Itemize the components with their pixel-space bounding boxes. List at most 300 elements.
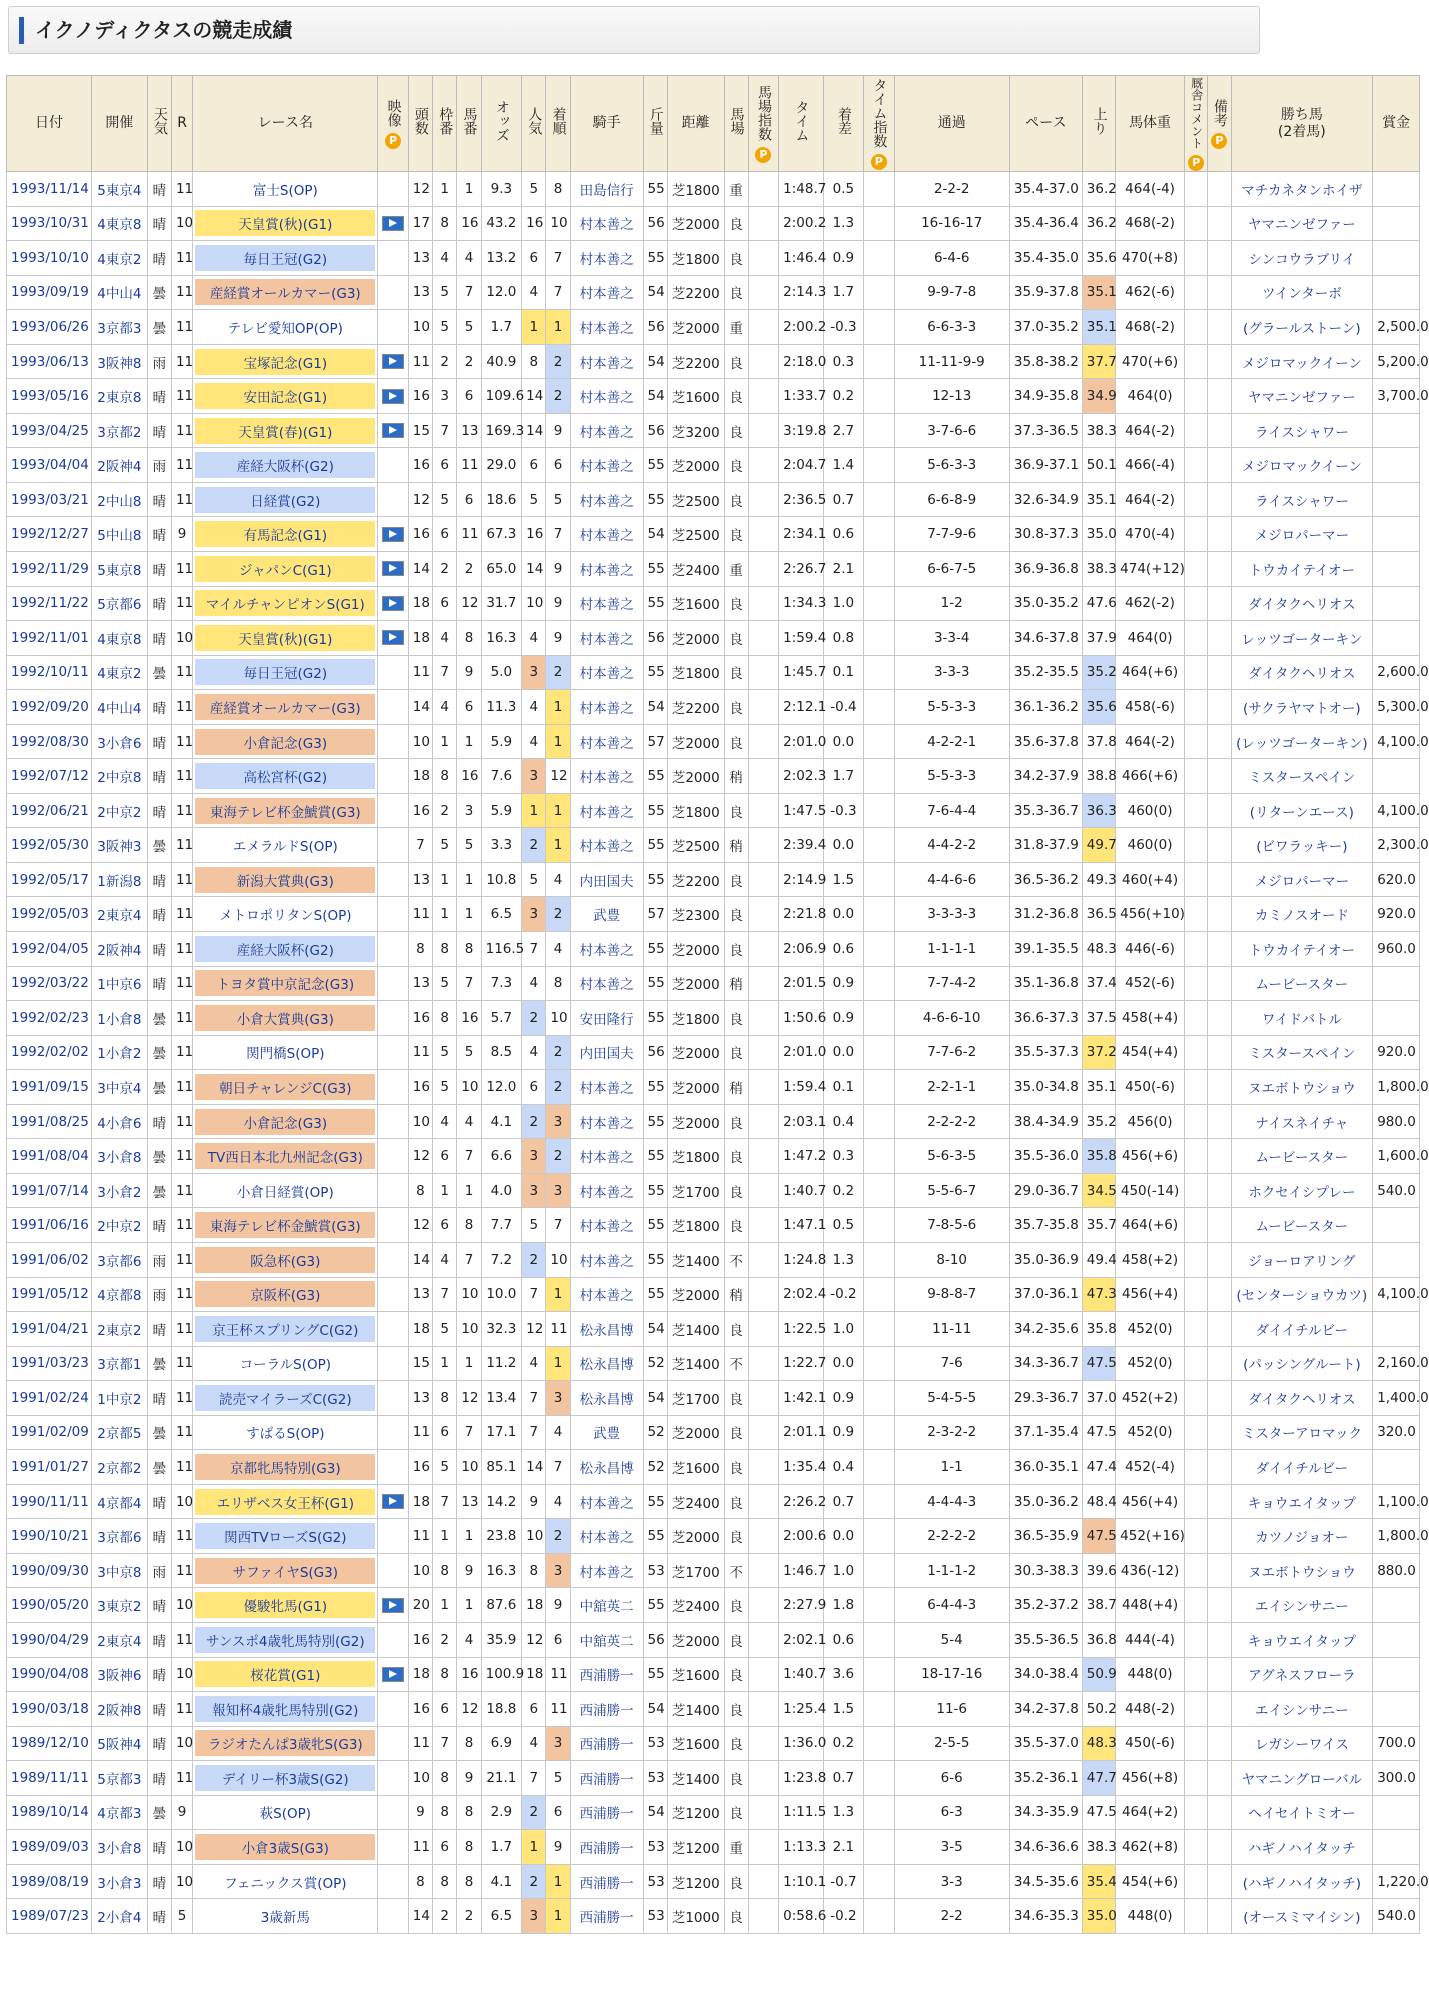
race-name-label[interactable]: トヨタ賞中京記念(G3) <box>195 970 375 996</box>
venue-link[interactable]: 3中京4 <box>92 1070 148 1105</box>
jockey-link[interactable]: 村本善之 <box>570 655 643 690</box>
race-name-link[interactable] <box>193 552 378 587</box>
race-name-label[interactable]: フェニックス賞(OP) <box>224 1875 347 1892</box>
race-date-link[interactable]: 1991/02/09 <box>7 1415 92 1450</box>
venue-link[interactable]: 3京都2 <box>92 413 148 448</box>
race-name-link[interactable] <box>193 1864 378 1899</box>
race-date-link[interactable]: 1993/04/25 <box>7 413 92 448</box>
race-name-label[interactable]: サンスポ4歳牝馬特別(G2) <box>195 1627 375 1653</box>
race-name-label[interactable]: 小倉大賞典(G3) <box>195 1005 375 1031</box>
jockey-link[interactable]: 西浦勝一 <box>570 1899 643 1934</box>
jockey-link[interactable]: 村本善之 <box>570 724 643 759</box>
race-date-link[interactable]: 1992/06/21 <box>7 793 92 828</box>
race-name-link[interactable] <box>193 932 378 967</box>
winner-link[interactable]: マチカネタンホイザ <box>1231 172 1373 207</box>
race-name-link[interactable] <box>193 1070 378 1105</box>
venue-link[interactable]: 4京都4 <box>92 1484 148 1519</box>
winner-link[interactable]: シンコウラブリイ <box>1231 241 1373 276</box>
venue-link[interactable]: 4東京8 <box>92 206 148 241</box>
winner-link[interactable]: ミスタースペイン <box>1231 759 1373 794</box>
winner-link[interactable]: ムービースター <box>1231 966 1373 1001</box>
jockey-link[interactable]: 村本善之 <box>570 482 643 517</box>
video-cell[interactable] <box>378 1657 408 1692</box>
video-cell[interactable] <box>378 379 408 414</box>
winner-link[interactable]: トウカイテイオー <box>1231 932 1373 967</box>
race-name-label[interactable]: 朝日チャレンジC(G3) <box>195 1074 375 1100</box>
race-name-label[interactable]: 富士S(OP) <box>252 182 318 199</box>
venue-link[interactable]: 5中山8 <box>92 517 148 552</box>
winner-link[interactable]: メジロパーマー <box>1231 517 1373 552</box>
race-date-link[interactable]: 1990/11/11 <box>7 1484 92 1519</box>
winner-link[interactable]: キョウエイタップ <box>1231 1622 1373 1657</box>
race-date-link[interactable]: 1989/12/10 <box>7 1726 92 1761</box>
race-name-link[interactable] <box>193 1312 378 1347</box>
winner-link[interactable]: キョウエイタップ <box>1231 1484 1373 1519</box>
race-name-label[interactable]: 宝塚記念(G1) <box>195 349 375 375</box>
race-name-label[interactable]: 小倉日経賞(OP) <box>236 1184 334 1201</box>
race-name-label[interactable]: 読売マイラーズC(G2) <box>195 1385 375 1411</box>
race-name-link[interactable] <box>193 1346 378 1381</box>
race-date-link[interactable]: 1993/03/21 <box>7 482 92 517</box>
race-name-label[interactable]: 毎日王冠(G2) <box>195 659 375 685</box>
race-date-link[interactable]: 1991/07/14 <box>7 1173 92 1208</box>
race-name-link[interactable] <box>193 828 378 863</box>
race-name-label[interactable]: 新潟大賞典(G3) <box>195 867 375 893</box>
winner-link[interactable]: ホクセイシプレー <box>1231 1173 1373 1208</box>
winner-link[interactable]: エイシンサニー <box>1231 1692 1373 1727</box>
jockey-link[interactable]: 西浦勝一 <box>570 1657 643 1692</box>
video-cell[interactable] <box>378 206 408 241</box>
race-date-link[interactable]: 1993/06/26 <box>7 310 92 345</box>
jockey-link[interactable]: 村本善之 <box>570 413 643 448</box>
header-time-index[interactable]: タイム指数 P <box>864 76 894 172</box>
race-name-label[interactable]: 東海テレビ杯金鯱賞(G3) <box>195 1212 375 1238</box>
venue-link[interactable]: 3小倉3 <box>92 1864 148 1899</box>
jockey-link[interactable]: 村本善之 <box>570 586 643 621</box>
jockey-link[interactable]: 西浦勝一 <box>570 1830 643 1865</box>
race-name-label[interactable]: 京王杯スプリングC(G2) <box>195 1316 375 1342</box>
race-name-link[interactable] <box>193 1830 378 1865</box>
winner-link[interactable]: ハギノハイタッチ <box>1231 1830 1373 1865</box>
video-cell[interactable] <box>378 517 408 552</box>
header-video[interactable]: 映像 P <box>378 76 408 172</box>
venue-link[interactable]: 3小倉8 <box>92 1830 148 1865</box>
winner-link[interactable]: カツノジョオー <box>1231 1519 1373 1554</box>
winner-link[interactable]: ライスシャワー <box>1231 413 1373 448</box>
venue-link[interactable]: 5京都6 <box>92 586 148 621</box>
race-name-label[interactable]: 高松宮杯(G2) <box>195 763 375 789</box>
race-name-label[interactable]: 小倉記念(G3) <box>195 1109 375 1135</box>
race-name-label[interactable]: 京都牝馬特別(G3) <box>195 1454 375 1480</box>
jockey-link[interactable]: 村本善之 <box>570 1104 643 1139</box>
venue-link[interactable]: 2小倉4 <box>92 1899 148 1934</box>
race-name-label[interactable]: 産経賞オールカマー(G3) <box>195 694 375 720</box>
video-play-icon[interactable] <box>382 596 404 611</box>
race-name-label[interactable]: 産経賞オールカマー(G3) <box>195 279 375 305</box>
race-date-link[interactable]: 1993/04/04 <box>7 448 92 483</box>
race-name-label[interactable]: 産経大阪杯(G2) <box>195 936 375 962</box>
race-name-label[interactable]: 京阪杯(G3) <box>195 1281 375 1307</box>
race-name-label[interactable]: 関門橋S(OP) <box>246 1046 325 1063</box>
venue-link[interactable]: 4京都8 <box>92 1277 148 1312</box>
race-name-link[interactable] <box>193 793 378 828</box>
race-name-link[interactable] <box>193 448 378 483</box>
jockey-link[interactable]: 松永昌博 <box>570 1381 643 1416</box>
race-date-link[interactable]: 1991/06/16 <box>7 1208 92 1243</box>
winner-link[interactable]: ダイイチルビー <box>1231 1450 1373 1485</box>
jockey-link[interactable]: 村本善之 <box>570 1208 643 1243</box>
race-date-link[interactable]: 1993/10/31 <box>7 206 92 241</box>
winner-link[interactable]: ミスタースペイン <box>1231 1035 1373 1070</box>
winner-link[interactable]: ヤマニンゼファー <box>1231 206 1373 241</box>
venue-link[interactable]: 2東京2 <box>92 1312 148 1347</box>
race-name-link[interactable] <box>193 1242 378 1277</box>
race-date-link[interactable]: 1989/10/14 <box>7 1795 92 1830</box>
race-name-label[interactable]: エメラルドS(OP) <box>232 839 338 856</box>
race-date-link[interactable]: 1991/09/15 <box>7 1070 92 1105</box>
race-date-link[interactable]: 1992/02/02 <box>7 1035 92 1070</box>
jockey-link[interactable]: 村本善之 <box>570 690 643 725</box>
race-date-link[interactable]: 1991/03/23 <box>7 1346 92 1381</box>
race-date-link[interactable]: 1992/11/01 <box>7 621 92 656</box>
jockey-link[interactable]: 中舘英二 <box>570 1622 643 1657</box>
race-date-link[interactable]: 1993/10/10 <box>7 241 92 276</box>
jockey-link[interactable]: 中舘英二 <box>570 1588 643 1623</box>
race-name-link[interactable] <box>193 1622 378 1657</box>
race-date-link[interactable]: 1992/05/03 <box>7 897 92 932</box>
winner-link[interactable]: カミノスオード <box>1231 897 1373 932</box>
video-play-icon[interactable] <box>382 1598 404 1613</box>
race-name-link[interactable] <box>193 1104 378 1139</box>
video-cell[interactable] <box>378 1484 408 1519</box>
venue-link[interactable]: 4東京2 <box>92 655 148 690</box>
jockey-link[interactable]: 松永昌博 <box>570 1312 643 1347</box>
race-name-label[interactable]: 桜花賞(G1) <box>195 1661 375 1687</box>
video-cell[interactable] <box>378 344 408 379</box>
race-name-link[interactable] <box>193 1415 378 1450</box>
race-name-label[interactable]: メトロポリタンS(OP) <box>219 908 352 925</box>
venue-link[interactable]: 1新潟8 <box>92 862 148 897</box>
jockey-link[interactable]: 村本善之 <box>570 1070 643 1105</box>
race-name-link[interactable] <box>193 413 378 448</box>
race-date-link[interactable]: 1993/09/19 <box>7 275 92 310</box>
jockey-link[interactable]: 安田隆行 <box>570 1001 643 1036</box>
race-name-link[interactable] <box>193 1381 378 1416</box>
winner-link[interactable]: エイシンサニー <box>1231 1588 1373 1623</box>
venue-link[interactable]: 2東京4 <box>92 897 148 932</box>
jockey-link[interactable]: 村本善之 <box>570 517 643 552</box>
race-name-link[interactable] <box>193 1484 378 1519</box>
race-name-label[interactable]: 天皇賞(春)(G1) <box>195 418 375 444</box>
venue-link[interactable]: 3東京2 <box>92 1588 148 1623</box>
video-cell[interactable] <box>378 1588 408 1623</box>
jockey-link[interactable]: 村本善之 <box>570 310 643 345</box>
race-name-link[interactable] <box>193 1692 378 1727</box>
venue-link[interactable]: 1中京2 <box>92 1381 148 1416</box>
winner-link[interactable]: (パッシングルート) <box>1231 1346 1373 1381</box>
race-date-link[interactable]: 1991/04/21 <box>7 1312 92 1347</box>
jockey-link[interactable]: 内田国夫 <box>570 862 643 897</box>
jockey-link[interactable]: 村本善之 <box>570 344 643 379</box>
race-name-label[interactable]: 優駿牝馬(G1) <box>195 1592 375 1618</box>
race-date-link[interactable]: 1989/09/03 <box>7 1830 92 1865</box>
jockey-link[interactable]: 村本善之 <box>570 1277 643 1312</box>
winner-link[interactable]: トウカイテイオー <box>1231 552 1373 587</box>
race-name-label[interactable]: TV西日本北九州記念(G3) <box>195 1143 375 1169</box>
jockey-link[interactable]: 村本善之 <box>570 828 643 863</box>
race-name-link[interactable] <box>193 690 378 725</box>
venue-link[interactable]: 3京都6 <box>92 1519 148 1554</box>
venue-link[interactable]: 5東京4 <box>92 172 148 207</box>
race-name-label[interactable]: サファイヤS(G3) <box>195 1558 375 1584</box>
jockey-link[interactable]: 武豊 <box>570 1415 643 1450</box>
race-name-link[interactable] <box>193 966 378 1001</box>
jockey-link[interactable]: 村本善之 <box>570 1519 643 1554</box>
header-stable-comment[interactable]: 厩舎コメント P <box>1184 76 1207 172</box>
race-name-label[interactable]: 天皇賞(秋)(G1) <box>195 625 375 651</box>
race-date-link[interactable]: 1993/06/13 <box>7 344 92 379</box>
venue-link[interactable]: 4東京8 <box>92 621 148 656</box>
venue-link[interactable]: 2京都5 <box>92 1415 148 1450</box>
venue-link[interactable]: 2阪神4 <box>92 448 148 483</box>
venue-link[interactable]: 2中京2 <box>92 1208 148 1243</box>
race-name-label[interactable]: 小倉3歳S(G3) <box>195 1834 375 1860</box>
jockey-link[interactable]: 村本善之 <box>570 1173 643 1208</box>
winner-link[interactable]: ヌエボトウショウ <box>1231 1553 1373 1588</box>
jockey-link[interactable]: 村本善之 <box>570 275 643 310</box>
race-name-label[interactable]: テレビ愛知OP(OP) <box>227 320 343 337</box>
winner-link[interactable]: ヌエボトウショウ <box>1231 1070 1373 1105</box>
race-name-link[interactable] <box>193 1277 378 1312</box>
jockey-link[interactable]: 西浦勝一 <box>570 1795 643 1830</box>
race-date-link[interactable]: 1991/02/24 <box>7 1381 92 1416</box>
winner-link[interactable]: メジロマックイーン <box>1231 448 1373 483</box>
jockey-link[interactable]: 村本善之 <box>570 966 643 1001</box>
venue-link[interactable]: 2阪神4 <box>92 932 148 967</box>
race-name-label[interactable]: 産経大阪杯(G2) <box>195 452 375 478</box>
race-name-link[interactable] <box>193 621 378 656</box>
race-date-link[interactable]: 1989/08/19 <box>7 1864 92 1899</box>
winner-link[interactable]: メジロパーマー <box>1231 862 1373 897</box>
race-name-link[interactable] <box>193 1035 378 1070</box>
race-date-link[interactable]: 1992/04/05 <box>7 932 92 967</box>
video-cell[interactable] <box>378 621 408 656</box>
race-name-link[interactable] <box>193 206 378 241</box>
race-date-link[interactable]: 1992/10/11 <box>7 655 92 690</box>
venue-link[interactable]: 3阪神8 <box>92 344 148 379</box>
jockey-link[interactable]: 松永昌博 <box>570 1450 643 1485</box>
venue-link[interactable]: 3小倉8 <box>92 1139 148 1174</box>
race-name-link[interactable] <box>193 1173 378 1208</box>
race-name-link[interactable] <box>193 310 378 345</box>
race-date-link[interactable]: 1993/11/14 <box>7 172 92 207</box>
race-date-link[interactable]: 1992/12/27 <box>7 517 92 552</box>
race-name-link[interactable] <box>193 1519 378 1554</box>
winner-link[interactable]: (サクラヤマトオー) <box>1231 690 1373 725</box>
video-play-icon[interactable] <box>382 423 404 438</box>
winner-link[interactable]: ライスシャワー <box>1231 482 1373 517</box>
jockey-link[interactable]: 村本善之 <box>570 932 643 967</box>
winner-link[interactable]: アグネスフローラ <box>1231 1657 1373 1692</box>
race-date-link[interactable]: 1990/03/18 <box>7 1692 92 1727</box>
winner-link[interactable]: ヤマニングローバル <box>1231 1761 1373 1796</box>
video-play-icon[interactable] <box>382 216 404 231</box>
race-date-link[interactable]: 1990/04/29 <box>7 1622 92 1657</box>
race-name-link[interactable] <box>193 1208 378 1243</box>
winner-link[interactable]: レッツゴーターキン <box>1231 621 1373 656</box>
race-name-link[interactable] <box>193 1795 378 1830</box>
race-date-link[interactable]: 1990/10/21 <box>7 1519 92 1554</box>
race-name-link[interactable] <box>193 897 378 932</box>
race-name-label[interactable]: ジャパンC(G1) <box>195 556 375 582</box>
video-play-icon[interactable] <box>382 389 404 404</box>
race-date-link[interactable]: 1991/08/04 <box>7 1139 92 1174</box>
race-date-link[interactable]: 1992/05/17 <box>7 862 92 897</box>
race-date-link[interactable]: 1992/09/20 <box>7 690 92 725</box>
jockey-link[interactable]: 西浦勝一 <box>570 1864 643 1899</box>
race-date-link[interactable]: 1990/05/20 <box>7 1588 92 1623</box>
race-date-link[interactable]: 1989/07/23 <box>7 1899 92 1934</box>
race-name-link[interactable] <box>193 344 378 379</box>
jockey-link[interactable]: 内田国夫 <box>570 1035 643 1070</box>
winner-link[interactable]: (ハギノハイタッチ) <box>1231 1864 1373 1899</box>
jockey-link[interactable]: 武豊 <box>570 897 643 932</box>
race-date-link[interactable]: 1992/03/22 <box>7 966 92 1001</box>
venue-link[interactable]: 2東京4 <box>92 1622 148 1657</box>
jockey-link[interactable]: 村本善之 <box>570 206 643 241</box>
winner-link[interactable]: レガシーワイス <box>1231 1726 1373 1761</box>
race-name-link[interactable] <box>193 1001 378 1036</box>
header-track-index[interactable]: 馬場指数 P <box>748 76 778 172</box>
race-name-link[interactable] <box>193 586 378 621</box>
venue-link[interactable]: 5京都3 <box>92 1761 148 1796</box>
race-name-link[interactable] <box>193 172 378 207</box>
winner-link[interactable]: (レッツゴーターキン) <box>1231 724 1373 759</box>
venue-link[interactable]: 1小倉8 <box>92 1001 148 1036</box>
jockey-link[interactable]: 村本善之 <box>570 552 643 587</box>
race-date-link[interactable]: 1992/11/29 <box>7 552 92 587</box>
jockey-link[interactable]: 村本善之 <box>570 1484 643 1519</box>
race-name-link[interactable] <box>193 1588 378 1623</box>
venue-link[interactable]: 4中山4 <box>92 690 148 725</box>
venue-link[interactable]: 3京都1 <box>92 1346 148 1381</box>
video-cell[interactable] <box>378 586 408 621</box>
venue-link[interactable]: 3中京8 <box>92 1553 148 1588</box>
winner-link[interactable]: ヤマニンゼファー <box>1231 379 1373 414</box>
venue-link[interactable]: 3小倉2 <box>92 1173 148 1208</box>
winner-link[interactable]: (ビワラッキー) <box>1231 828 1373 863</box>
video-cell[interactable] <box>378 552 408 587</box>
video-play-icon[interactable] <box>382 1494 404 1509</box>
race-name-link[interactable] <box>193 482 378 517</box>
race-name-link[interactable] <box>193 1657 378 1692</box>
winner-link[interactable]: (オースミマイシン) <box>1231 1899 1373 1934</box>
jockey-link[interactable]: 村本善之 <box>570 379 643 414</box>
venue-link[interactable]: 1中京6 <box>92 966 148 1001</box>
jockey-link[interactable]: 村本善之 <box>570 1139 643 1174</box>
winner-link[interactable]: ナイスネイチャ <box>1231 1104 1373 1139</box>
video-play-icon[interactable] <box>382 527 404 542</box>
venue-link[interactable]: 3京都6 <box>92 1242 148 1277</box>
race-name-label[interactable]: 報知杯4歳牝馬特別(G2) <box>195 1696 375 1722</box>
jockey-link[interactable]: 村本善之 <box>570 621 643 656</box>
race-name-link[interactable] <box>193 379 378 414</box>
race-name-label[interactable]: 阪急杯(G3) <box>195 1247 375 1273</box>
jockey-link[interactable]: 田島信行 <box>570 172 643 207</box>
venue-link[interactable]: 2中京2 <box>92 793 148 828</box>
race-name-label[interactable]: 萩S(OP) <box>259 1806 311 1823</box>
race-name-link[interactable] <box>193 1553 378 1588</box>
race-name-link[interactable] <box>193 241 378 276</box>
race-name-link[interactable] <box>193 517 378 552</box>
race-name-label[interactable]: 有馬記念(G1) <box>195 521 375 547</box>
jockey-link[interactable]: 村本善之 <box>570 1242 643 1277</box>
winner-link[interactable]: (センターショウカツ) <box>1231 1277 1373 1312</box>
race-name-link[interactable] <box>193 1899 378 1934</box>
race-name-label[interactable]: デイリー杯3歳S(G2) <box>195 1765 375 1791</box>
winner-link[interactable]: (グラールストーン) <box>1231 310 1373 345</box>
race-name-link[interactable] <box>193 275 378 310</box>
jockey-link[interactable]: 村本善之 <box>570 759 643 794</box>
venue-link[interactable]: 5阪神4 <box>92 1726 148 1761</box>
venue-link[interactable]: 5東京8 <box>92 552 148 587</box>
venue-link[interactable]: 1小倉2 <box>92 1035 148 1070</box>
race-date-link[interactable]: 1989/11/11 <box>7 1761 92 1796</box>
winner-link[interactable]: ジョーロアリング <box>1231 1242 1373 1277</box>
race-date-link[interactable]: 1991/05/12 <box>7 1277 92 1312</box>
venue-link[interactable]: 3阪神3 <box>92 828 148 863</box>
winner-link[interactable]: ムービースター <box>1231 1139 1373 1174</box>
venue-link[interactable]: 3京都3 <box>92 310 148 345</box>
race-name-label[interactable]: すばるS(OP) <box>246 1426 325 1443</box>
venue-link[interactable]: 4東京2 <box>92 241 148 276</box>
venue-link[interactable]: 2東京8 <box>92 379 148 414</box>
race-name-link[interactable] <box>193 862 378 897</box>
jockey-link[interactable]: 村本善之 <box>570 1553 643 1588</box>
race-name-label[interactable]: 天皇賞(秋)(G1) <box>195 210 375 236</box>
race-name-label[interactable]: 東海テレビ杯金鯱賞(G3) <box>195 798 375 824</box>
race-date-link[interactable]: 1990/04/08 <box>7 1657 92 1692</box>
race-name-link[interactable] <box>193 1139 378 1174</box>
race-date-link[interactable]: 1992/05/30 <box>7 828 92 863</box>
venue-link[interactable]: 4京都3 <box>92 1795 148 1830</box>
jockey-link[interactable]: 西浦勝一 <box>570 1761 643 1796</box>
venue-link[interactable]: 3阪神6 <box>92 1657 148 1692</box>
jockey-link[interactable]: 村本善之 <box>570 448 643 483</box>
race-name-label[interactable]: 安田記念(G1) <box>195 383 375 409</box>
race-date-link[interactable]: 1992/07/12 <box>7 759 92 794</box>
race-date-link[interactable]: 1991/06/02 <box>7 1242 92 1277</box>
race-date-link[interactable]: 1993/05/16 <box>7 379 92 414</box>
venue-link[interactable]: 2京都2 <box>92 1450 148 1485</box>
race-name-link[interactable] <box>193 655 378 690</box>
race-date-link[interactable]: 1990/09/30 <box>7 1553 92 1588</box>
winner-link[interactable]: ダイタクヘリオス <box>1231 586 1373 621</box>
race-date-link[interactable]: 1991/08/25 <box>7 1104 92 1139</box>
race-name-label[interactable]: コーラルS(OP) <box>239 1357 332 1374</box>
venue-link[interactable]: 4中山4 <box>92 275 148 310</box>
winner-link[interactable]: ヘイセイトミオー <box>1231 1795 1373 1830</box>
race-name-link[interactable] <box>193 1450 378 1485</box>
jockey-link[interactable]: 村本善之 <box>570 241 643 276</box>
race-name-label[interactable]: エリザベス女王杯(G1) <box>195 1489 375 1515</box>
winner-link[interactable]: (リターンエース) <box>1231 793 1373 828</box>
winner-link[interactable]: ムービースター <box>1231 1208 1373 1243</box>
race-date-link[interactable]: 1991/01/27 <box>7 1450 92 1485</box>
winner-link[interactable]: ワイドバトル <box>1231 1001 1373 1036</box>
winner-link[interactable]: ミスターアロマック <box>1231 1415 1373 1450</box>
race-name-label[interactable]: ラジオたんぱ3歳牝S(G3) <box>195 1730 375 1756</box>
